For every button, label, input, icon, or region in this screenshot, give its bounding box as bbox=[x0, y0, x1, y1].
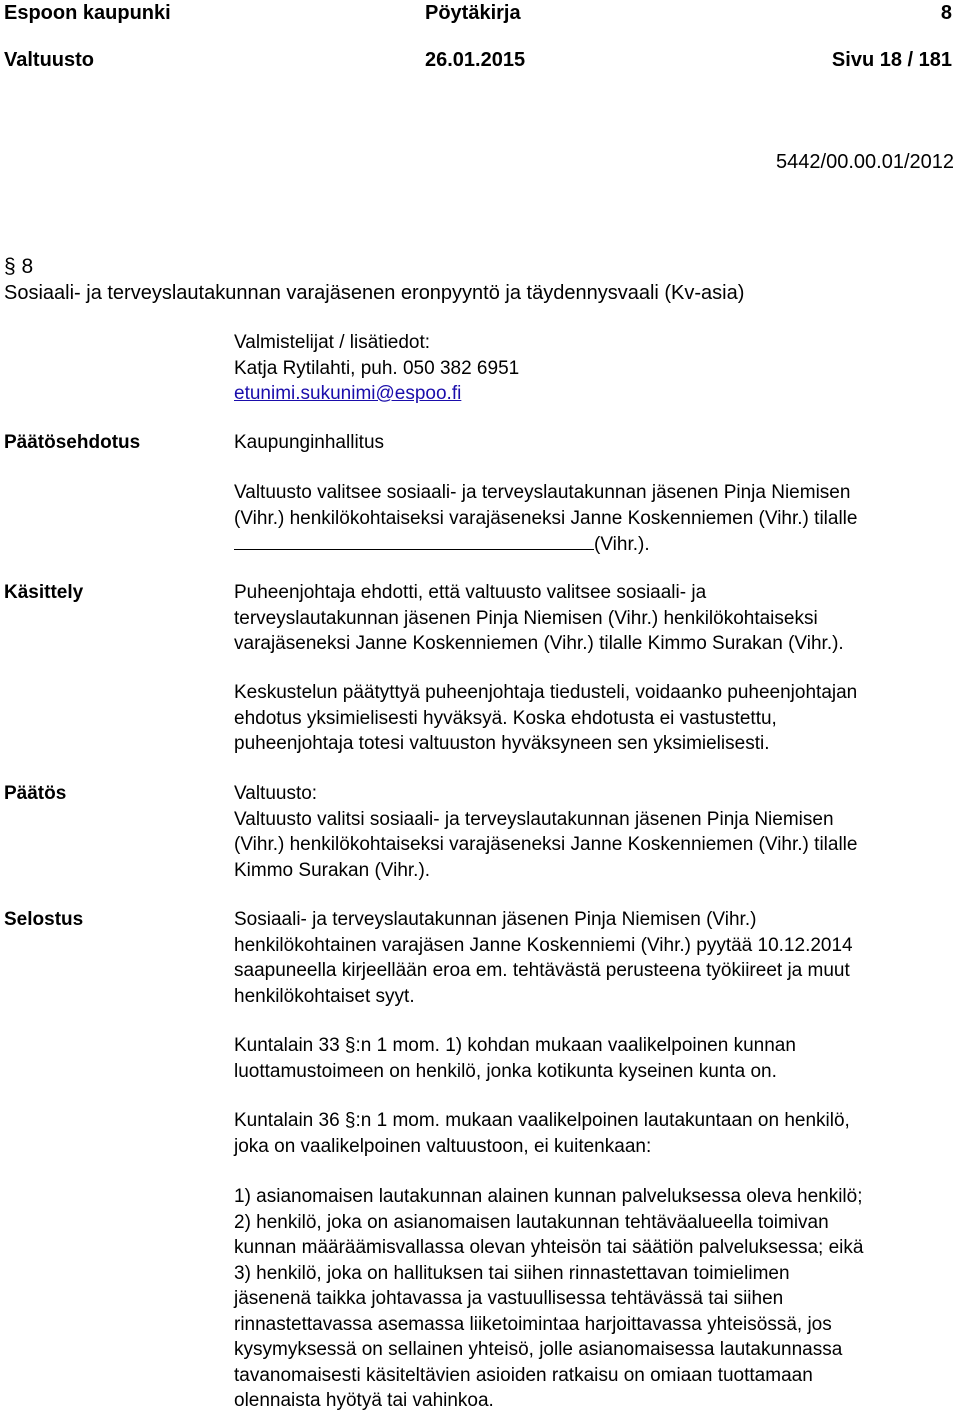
preparers-label: Valmistelijat / lisätiedot: bbox=[234, 332, 431, 353]
decision-text bbox=[234, 781, 958, 883]
proposal-proposer: Kaupunginhallitus bbox=[234, 432, 385, 453]
explanation-heading: Selostus bbox=[4, 909, 84, 930]
proposal-proposer-block bbox=[234, 430, 958, 456]
explanation-list-line: 2) henkilö, joka on asianomaisen lautakunnan tehtäväalueella toimivan bbox=[234, 1211, 829, 1233]
preparers-contact: Katja Rytilahti, puh. 050 382 6951 bbox=[234, 357, 520, 379]
decision-line: Kimmo Surakan (Vihr.). bbox=[234, 859, 431, 881]
item-heading bbox=[4, 254, 33, 279]
decision-line: Valtuusto valitsi sosiaali- ja terveyslautakunnan jäsenen Pinja Niemisen bbox=[234, 808, 834, 830]
handling-p1 bbox=[234, 580, 958, 657]
header-doc-type: Pöytäkirja bbox=[425, 2, 521, 24]
proposal-line: (Vihr.) henkilökohtaiseksi varajäseneksi Janne Koskenniemen (Vihr.) tilalle bbox=[234, 507, 858, 529]
explanation-line: henkilökohtainen varajäsen Janne Koskenniemi (Vihr.) pyytää 10.12.2014 bbox=[234, 934, 853, 956]
item-title: Sosiaali- ja terveyslautakunnan varajäsenen eronpyyntö ja täydennysvaali (Kv-asia) bbox=[4, 282, 745, 304]
explanation-line: Sosiaali- ja terveyslautakunnan jäsenen Pinja Niemisen (Vihr.) bbox=[234, 909, 757, 930]
header-item-number: 8 bbox=[940, 2, 952, 24]
reference-number: 5442/00.00.01/2012 bbox=[776, 151, 954, 173]
header-page: Sivu 18 / 181 bbox=[831, 49, 952, 71]
handling-line: varajäseneksi Janne Koskenniemen (Vihr.) tilalle Kimmo Surakan (Vihr.). bbox=[234, 633, 844, 654]
section-sign: § bbox=[4, 255, 16, 278]
header-org: Espoon kaupunki bbox=[4, 2, 171, 24]
explanation-list-line: olennaista hyötyä tai vahinkoa. bbox=[234, 1390, 494, 1411]
name-blank bbox=[234, 531, 594, 550]
decision-line: (Vihr.) henkilökohtaiseksi varajäseneksi Janne Koskenniemen (Vihr.) tilalle bbox=[234, 834, 858, 855]
proposal-blank-line bbox=[234, 531, 958, 557]
explanation-list-line: jäsenenä taikka johtavassa ja vastuullisessa tehtävässä tai siihen bbox=[234, 1288, 784, 1309]
handling-line: Puheenjohtaja ehdotti, että valtuusto valitsee sosiaali- ja bbox=[234, 582, 707, 603]
handling-heading: Käsittely bbox=[4, 582, 84, 603]
handling-line: Keskustelun päätyttyä puheenjohtaja tiedusteli, voidaanko puheenjohtajan bbox=[234, 682, 858, 703]
handling-line: puheenjohtaja totesi valtuuston hyväksyneen sen yksimielisesti. bbox=[234, 733, 770, 754]
explanation-line: luottamustoimeen on henkilö, jonka kotikunta kyseinen kunta on. bbox=[234, 1060, 777, 1082]
explanation-list-line: kysymyksessä on sellainen yhteisö, jolle asianomaisessa lautakunnassa bbox=[234, 1339, 843, 1360]
proposal-blank-suffix: (Vihr.). bbox=[594, 534, 650, 555]
explanation-line: saapuneella kirjeellään eroa em. tehtävästä perusteena työkiireet ja muut bbox=[234, 960, 850, 981]
handling-line: terveyslautakunnan jäsenen Pinja Niemisen (Vihr.) henkilökohtaiseksi bbox=[234, 607, 818, 629]
handling-p2 bbox=[234, 680, 958, 757]
explanation-list-line: rinnastettavassa asemassa liiketoimintaa harjoittavassa yhteisössä, jos bbox=[234, 1313, 832, 1335]
explanation-line: Kuntalain 36 §:n 1 mom. mukaan vaalikelpoinen lautakuntaan on henkilö, bbox=[234, 1110, 850, 1131]
explanation-list-line: 3) henkilö, joka on hallituksen tai siihen rinnastettavan toimielimen bbox=[234, 1262, 790, 1284]
handling-line: ehdotus yksimielisesti hyväksyä. Koska ehdotusta ei vastustettu, bbox=[234, 707, 777, 729]
preparers-block bbox=[234, 330, 958, 407]
item-number: 8 bbox=[21, 255, 34, 278]
explanation-p1 bbox=[234, 907, 958, 1009]
explanation-p4 bbox=[234, 1184, 958, 1414]
explanation-line: joka on vaalikelpoinen valtuustoon, ei kuitenkaan: bbox=[234, 1135, 652, 1157]
proposal-heading: Päätösehdotus bbox=[4, 432, 141, 453]
explanation-p2 bbox=[234, 1033, 958, 1084]
preparers-email-link[interactable]: etunimi.sukunimi@espoo.fi bbox=[234, 383, 462, 404]
decision-line: Valtuusto: bbox=[234, 783, 318, 804]
explanation-list-line: 1) asianomaisen lautakunnan alainen kunnan palveluksessa oleva henkilö; bbox=[234, 1186, 863, 1207]
explanation-list-line: kunnan määräämisvallassa olevan yhteisön tai säätiön palveluksessa; eikä bbox=[234, 1237, 864, 1258]
decision-heading: Päätös bbox=[4, 783, 67, 804]
explanation-p3 bbox=[234, 1108, 958, 1159]
explanation-line: henkilökohtaiset syyt. bbox=[234, 985, 415, 1007]
explanation-line: Kuntalain 33 §:n 1 mom. 1) kohdan mukaan vaalikelpoinen kunnan bbox=[234, 1035, 796, 1056]
proposal-text bbox=[234, 480, 958, 557]
explanation-list-line: tavanomaisesti käsiteltävien asioiden ratkaisu on omiaan tuottamaan bbox=[234, 1364, 813, 1386]
header-body: Valtuusto bbox=[4, 49, 95, 71]
header-date: 26.01.2015 bbox=[425, 49, 526, 71]
proposal-line: Valtuusto valitsee sosiaali- ja terveyslautakunnan jäsenen Pinja Niemisen bbox=[234, 482, 851, 503]
